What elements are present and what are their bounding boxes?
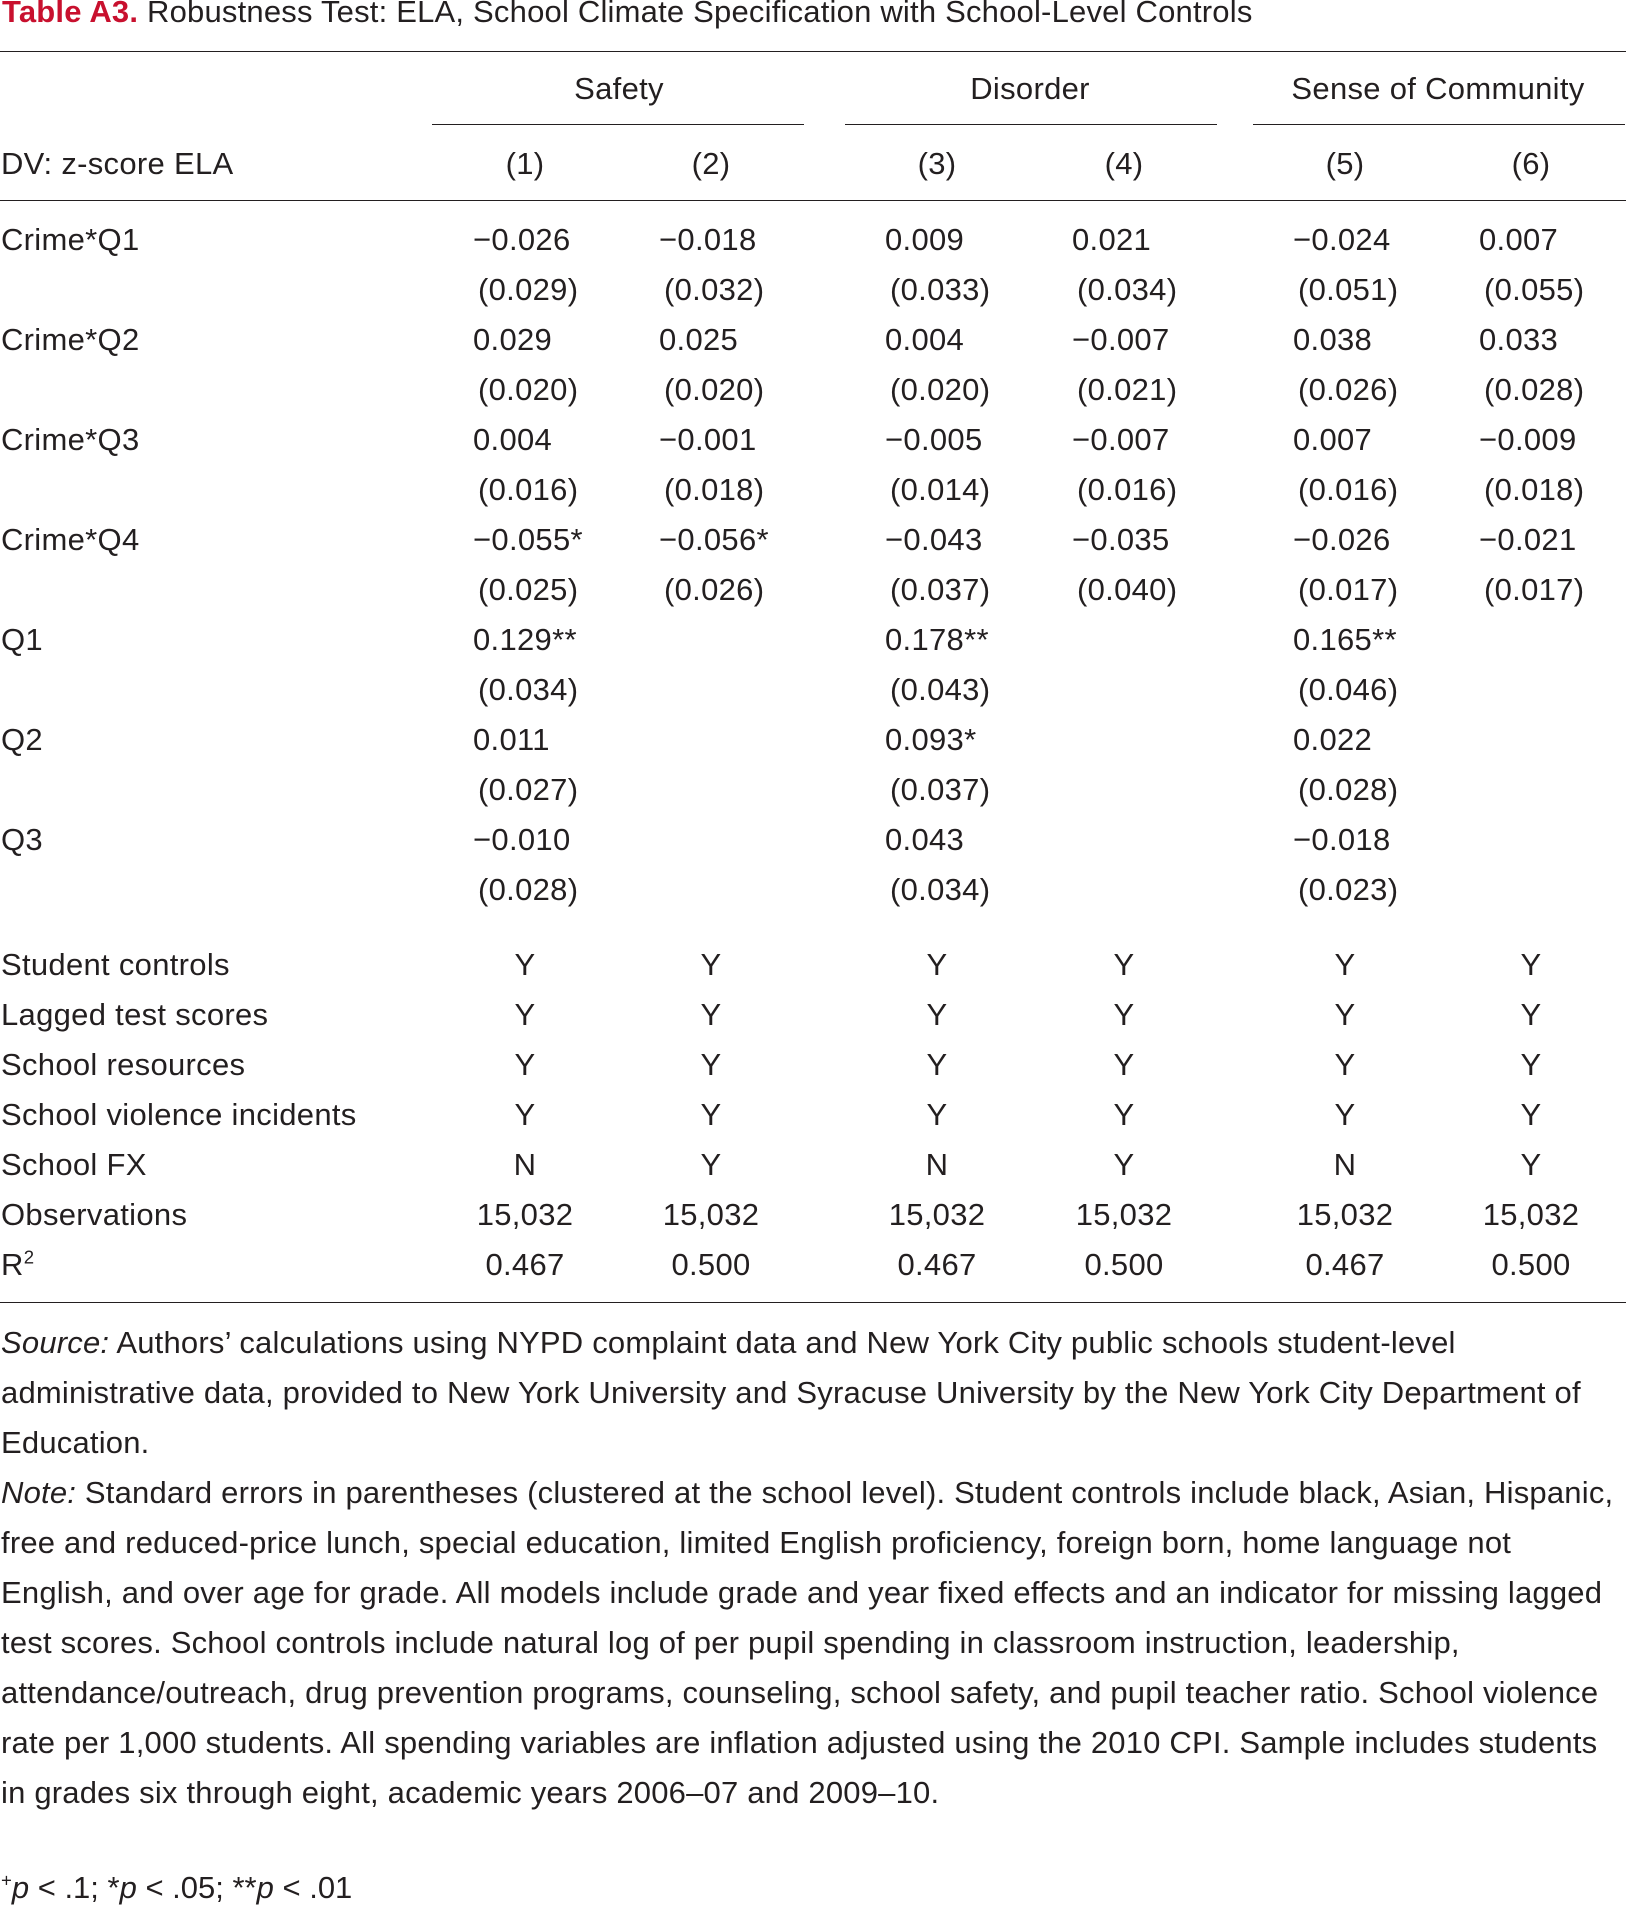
column-number: (2) (691, 146, 731, 181)
coef-cell: −0.005 (885, 422, 983, 457)
sig-t3: < .01 (273, 1870, 353, 1905)
row-label: Q3 (1, 822, 43, 857)
se-cell: (0.020) (664, 372, 765, 407)
control-cell: Y (514, 1097, 536, 1132)
group-underline (1253, 124, 1625, 125)
coef-cell: −0.009 (1479, 422, 1577, 457)
se-cell: (0.040) (1077, 572, 1178, 607)
table-caption (2, 0, 1253, 34)
control-cell: N (1333, 1147, 1357, 1182)
se-cell: (0.034) (1077, 272, 1178, 307)
se-cell: (0.026) (664, 572, 765, 607)
coef-cell: −0.021 (1479, 522, 1577, 557)
se-cell: (0.051) (1298, 272, 1399, 307)
control-cell: Y (700, 1047, 722, 1082)
se-cell: (0.018) (1484, 472, 1585, 507)
dv-label: DV: z-score ELA (1, 146, 234, 181)
se-cell: (0.020) (478, 372, 579, 407)
control-label: School violence incidents (1, 1097, 357, 1132)
control-cell: Y (1334, 947, 1356, 982)
se-cell: (0.027) (478, 772, 579, 807)
coef-cell: −0.007 (1072, 322, 1170, 357)
se-cell: (0.033) (890, 272, 991, 307)
se-cell: (0.017) (1484, 572, 1585, 607)
r2-label-sup: 2 (23, 1246, 35, 1268)
coef-cell: 0.011 (473, 722, 550, 757)
se-cell: (0.018) (664, 472, 765, 507)
control-cell: Y (1113, 947, 1135, 982)
control-cell: Y (926, 997, 948, 1032)
control-cell: Y (926, 1097, 948, 1132)
control-cell: 15,032 (1482, 1197, 1580, 1232)
se-cell: (0.016) (1298, 472, 1399, 507)
table-notes (1, 1318, 1623, 1818)
table-title: Robustness Test: ELA, School Climate Specification with School-Level Controls (147, 0, 1253, 29)
coef-cell: 0.029 (473, 322, 553, 357)
r2-cell: 0.500 (671, 1247, 751, 1282)
control-cell: Y (1334, 997, 1356, 1032)
row-label: Q2 (1, 722, 43, 757)
coef-cell: −0.043 (885, 522, 983, 557)
column-number: (5) (1325, 146, 1365, 181)
se-cell: (0.055) (1484, 272, 1585, 307)
table-label: Table A3. (2, 0, 139, 29)
coef-cell: 0.004 (473, 422, 553, 457)
control-cell: Y (1520, 997, 1542, 1032)
significance-legend (1, 1868, 352, 1908)
se-cell: (0.023) (1298, 872, 1399, 907)
coef-cell: 0.009 (885, 222, 965, 257)
sig-t2: < .05; ** (136, 1870, 257, 1905)
r2-label (1, 1245, 34, 1285)
source-label: Source: (1, 1325, 110, 1360)
control-cell: Y (514, 997, 536, 1032)
group-header: Safety (574, 71, 664, 106)
coef-cell: 0.038 (1293, 322, 1373, 357)
control-cell: Y (1520, 947, 1542, 982)
r2-cell: 0.500 (1084, 1247, 1164, 1282)
se-cell: (0.021) (1077, 372, 1178, 407)
control-cell: 15,032 (1075, 1197, 1173, 1232)
coef-cell: 0.025 (659, 322, 739, 357)
control-cell: Y (1334, 1047, 1356, 1082)
control-cell: 15,032 (888, 1197, 986, 1232)
se-cell: (0.028) (478, 872, 579, 907)
source-note (1, 1318, 1623, 1468)
coef-cell: −0.018 (1293, 822, 1391, 857)
column-number: (4) (1104, 146, 1144, 181)
control-cell: 15,032 (662, 1197, 760, 1232)
r2-cell: 0.500 (1491, 1247, 1571, 1282)
sig-t1: < .1; * (29, 1870, 120, 1905)
se-cell: (0.016) (1077, 472, 1178, 507)
coef-cell: −0.026 (1293, 522, 1391, 557)
se-cell: (0.025) (478, 572, 579, 607)
control-cell: N (925, 1147, 949, 1182)
r2-cell: 0.467 (897, 1247, 977, 1282)
se-cell: (0.028) (1298, 772, 1399, 807)
coef-cell: 0.093* (885, 722, 977, 757)
control-cell: 15,032 (1296, 1197, 1394, 1232)
note-label: Note: (1, 1475, 77, 1510)
coef-cell: 0.007 (1479, 222, 1559, 257)
control-cell: Y (700, 997, 722, 1032)
coef-cell: −0.026 (473, 222, 571, 257)
row-label: Crime*Q1 (1, 222, 140, 257)
se-cell: (0.029) (478, 272, 579, 307)
control-label: Lagged test scores (1, 997, 269, 1032)
se-cell: (0.037) (890, 772, 991, 807)
source-text: Authors’ calculations using NYPD complaint data and New York City public schools student-level administrative data, provided to New York University and Syracuse University by the New York City Department of Education. (1, 1325, 1581, 1460)
control-cell: Y (700, 1097, 722, 1132)
control-cell: Y (514, 1047, 536, 1082)
sig-p2: p (119, 1870, 137, 1905)
control-label: School FX (1, 1147, 147, 1182)
control-cell: Y (1113, 997, 1135, 1032)
coef-cell: −0.001 (659, 422, 757, 457)
group-underline (845, 124, 1217, 125)
row-label: Crime*Q4 (1, 522, 140, 557)
control-cell: Y (1113, 1097, 1135, 1132)
sig-p1: p (11, 1870, 30, 1905)
row-label: Crime*Q2 (1, 322, 140, 357)
control-cell: Y (700, 947, 722, 982)
coef-cell: −0.007 (1072, 422, 1170, 457)
se-cell: (0.032) (664, 272, 765, 307)
control-label: School resources (1, 1047, 246, 1082)
se-cell: (0.034) (478, 672, 579, 707)
coef-cell: 0.022 (1293, 722, 1373, 757)
coef-cell: −0.035 (1072, 522, 1170, 557)
coef-cell: −0.056* (659, 522, 769, 557)
column-number: (3) (917, 146, 957, 181)
coef-cell: −0.024 (1293, 222, 1391, 257)
se-cell: (0.037) (890, 572, 991, 607)
se-cell: (0.017) (1298, 572, 1399, 607)
group-header: Disorder (970, 71, 1090, 106)
coef-cell: −0.055* (473, 522, 583, 557)
se-cell: (0.028) (1484, 372, 1585, 407)
r2-cell: 0.467 (485, 1247, 565, 1282)
control-cell: 15,032 (476, 1197, 574, 1232)
coef-cell: 0.007 (1293, 422, 1373, 457)
se-cell: (0.043) (890, 672, 991, 707)
sig-p3: p (256, 1870, 274, 1905)
control-label: Student controls (1, 947, 230, 982)
group-header: Sense of Community (1291, 71, 1585, 106)
control-cell: Y (1113, 1147, 1135, 1182)
column-number: (6) (1511, 146, 1551, 181)
bottom-rule (0, 1302, 1626, 1303)
group-underline (432, 124, 804, 125)
column-number: (1) (505, 146, 545, 181)
coef-cell: 0.165** (1293, 622, 1397, 657)
se-cell: (0.020) (890, 372, 991, 407)
top-rule (0, 51, 1626, 52)
coef-cell: 0.004 (885, 322, 965, 357)
se-cell: (0.046) (1298, 672, 1399, 707)
coef-cell: 0.033 (1479, 322, 1559, 357)
r2-label-base: R (1, 1247, 24, 1282)
coef-cell: 0.129** (473, 622, 577, 657)
control-cell: Y (1334, 1097, 1356, 1132)
se-cell: (0.016) (478, 472, 579, 507)
control-cell: Y (1520, 1147, 1542, 1182)
note-text: Standard errors in parentheses (clustered at the school level). Student controls include black, Asian, Hispanic, free and reduced-price lunch, special education, limited English proficiency, foreign born, home language not English, and over age for grade. All models include grade and year fixed effects and an indicator for missing lagged test scores. School controls include natural log of per pupil spending in classroom instruction, leadership, attendance/outreach, drug prevention programs, counseling, school safety, and pupil teacher ratio. School violence rate per 1,000 students. All spending variables are inflation adjusted using the 2010 CPI. Sample includes students in grades six through eight, academic years 2006–07 and 2009–10. (1, 1475, 1614, 1810)
header-rule (0, 200, 1626, 201)
control-label: Observations (1, 1197, 188, 1232)
control-cell: Y (1520, 1047, 1542, 1082)
se-cell: (0.014) (890, 472, 991, 507)
control-cell: Y (700, 1147, 722, 1182)
r2-cell: 0.467 (1305, 1247, 1385, 1282)
control-cell: Y (926, 947, 948, 982)
control-cell: Y (1520, 1097, 1542, 1132)
coef-cell: 0.178** (885, 622, 989, 657)
coef-cell: 0.021 (1072, 222, 1152, 257)
control-cell: Y (514, 947, 536, 982)
sig-plus: + (1, 1869, 12, 1891)
se-cell: (0.026) (1298, 372, 1399, 407)
coef-cell: −0.018 (659, 222, 757, 257)
control-cell: Y (1113, 1047, 1135, 1082)
control-cell: Y (926, 1047, 948, 1082)
control-cell: N (513, 1147, 537, 1182)
coef-cell: −0.010 (473, 822, 571, 857)
se-cell: (0.034) (890, 872, 991, 907)
coef-cell: 0.043 (885, 822, 965, 857)
note-paragraph (1, 1468, 1623, 1818)
row-label: Crime*Q3 (1, 422, 140, 457)
row-label: Q1 (1, 622, 43, 657)
